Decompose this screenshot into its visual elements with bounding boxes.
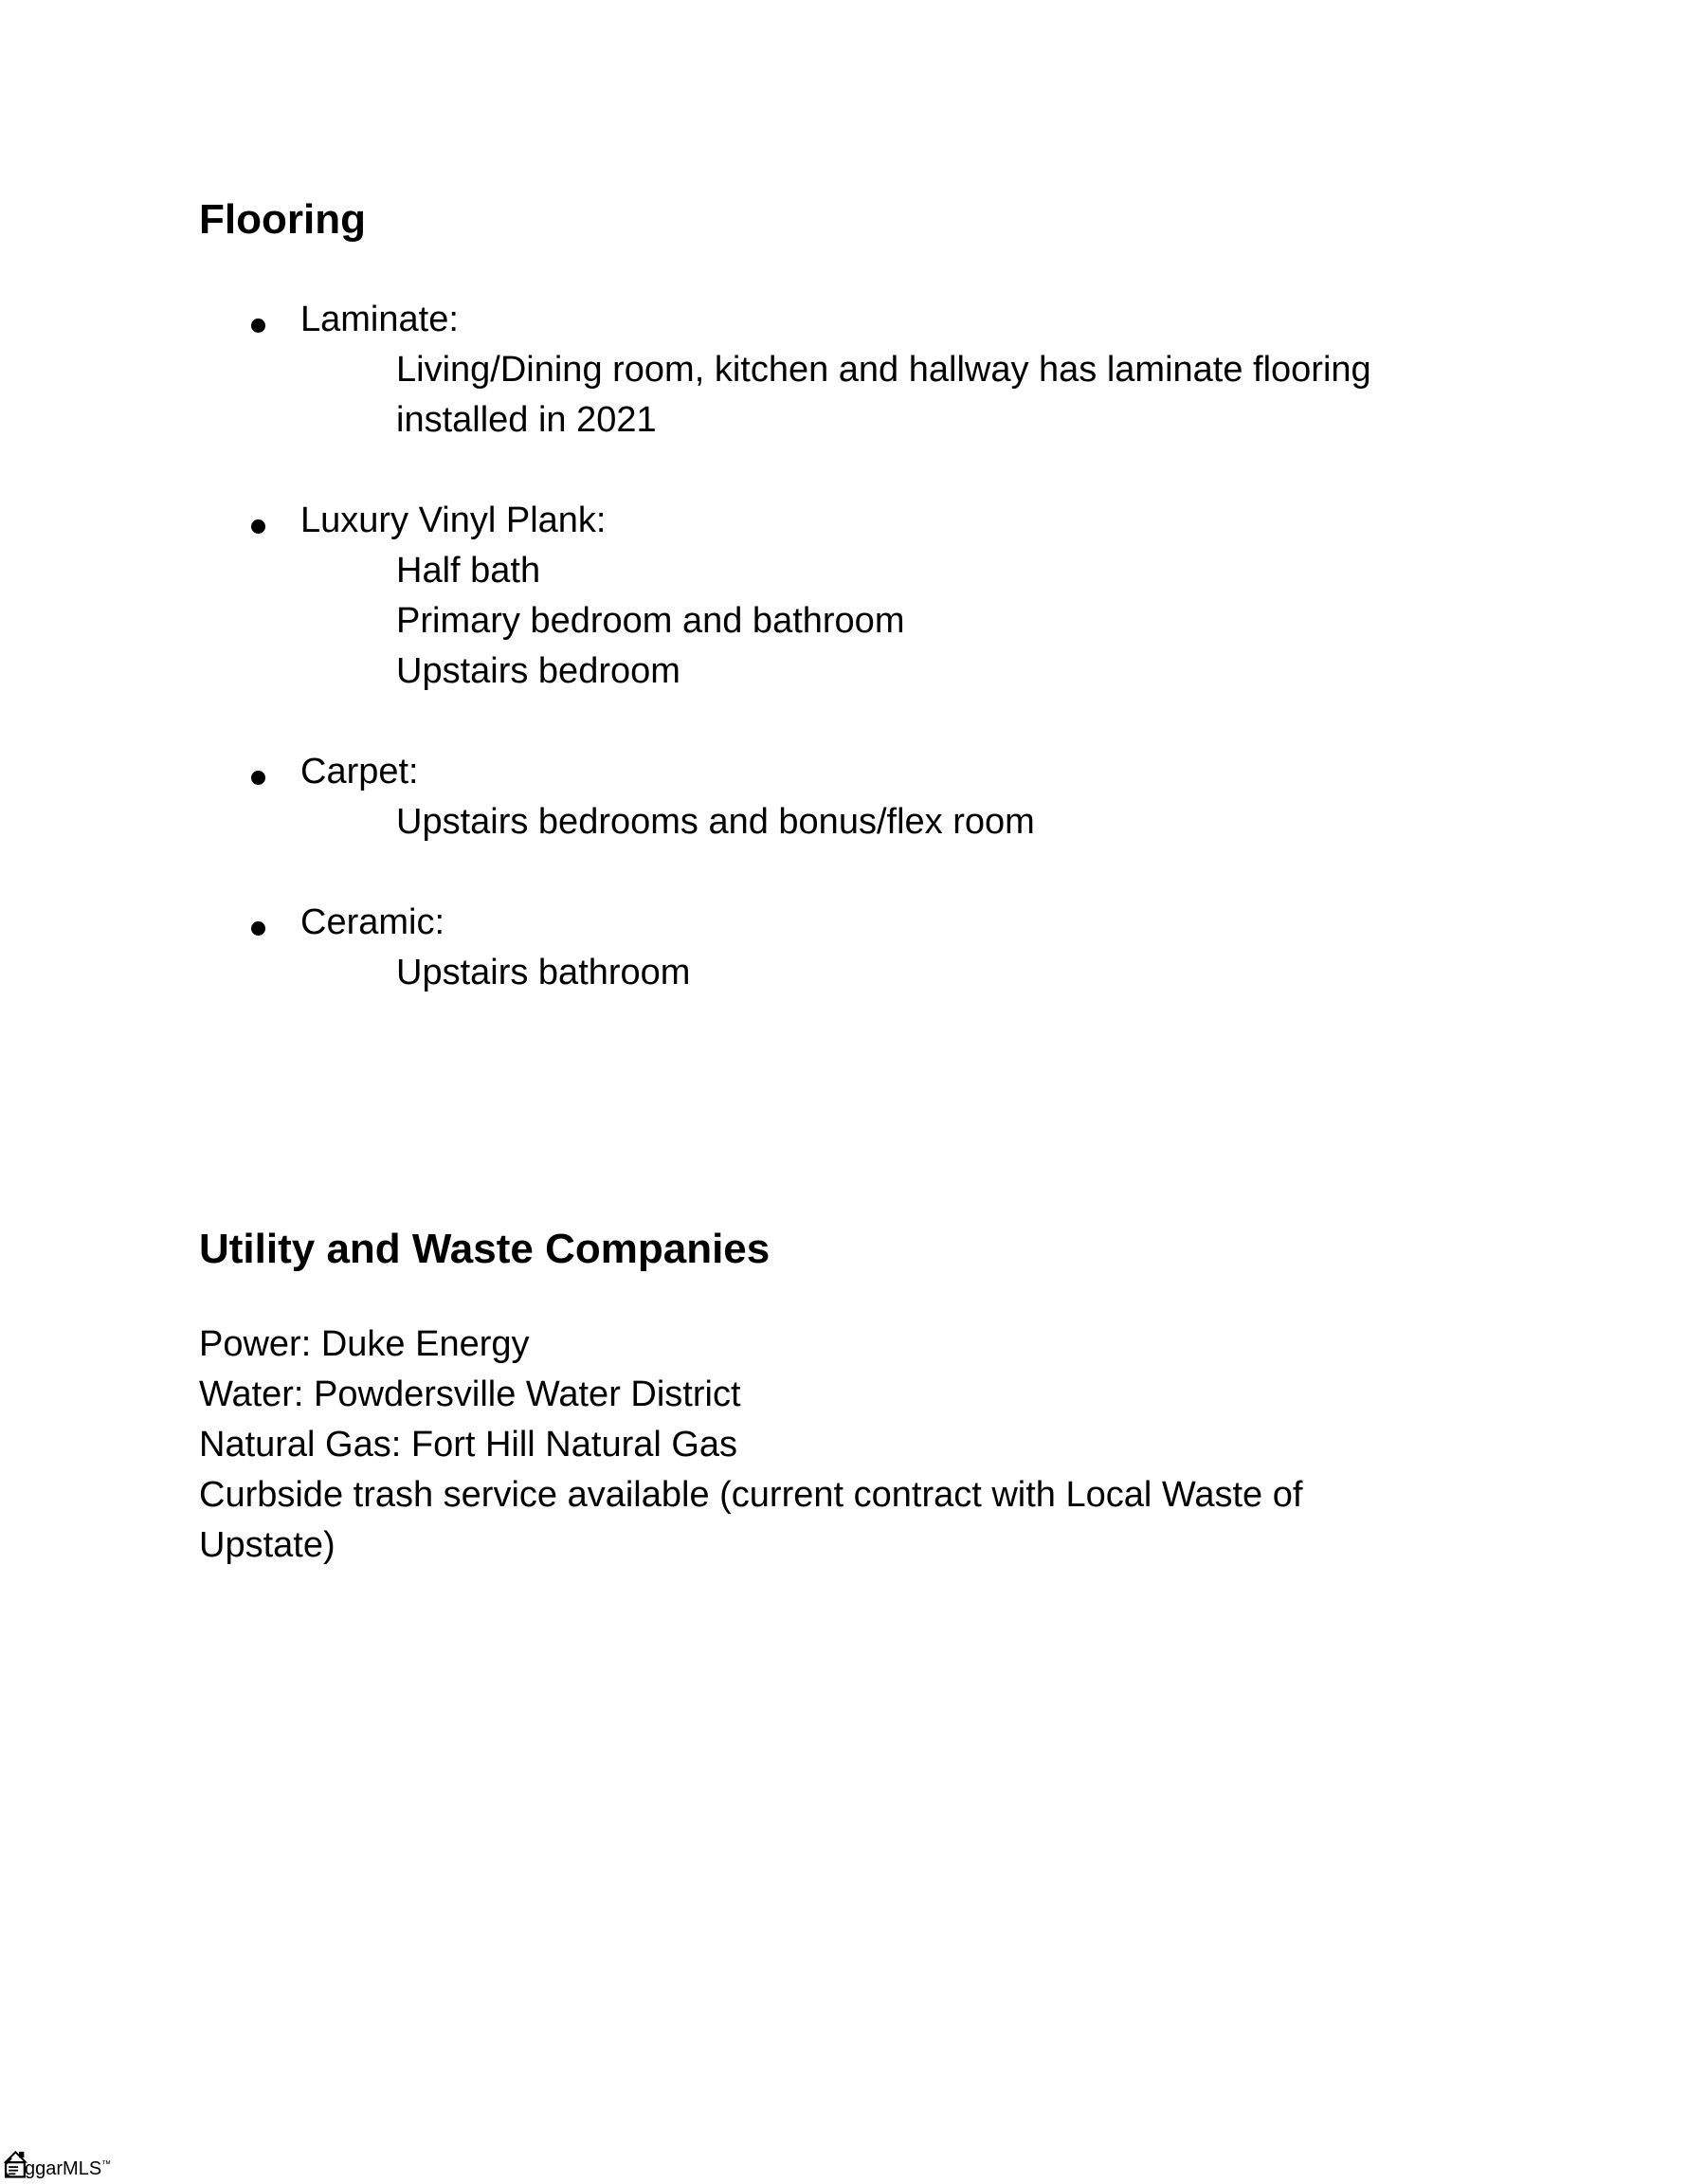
utility-heading: Utility and Waste Companies (199, 1226, 771, 1272)
bullet-icon (251, 519, 265, 534)
list-item-label: Ceramic: (300, 902, 445, 942)
utility-line-natural-gas: Natural Gas: Fort Hill Natural Gas (199, 1425, 738, 1465)
bullet-icon (251, 771, 265, 785)
list-item-detail: Upstairs bathroom (396, 953, 691, 992)
section-gap (199, 998, 1545, 1224)
list-item-detail: Upstairs bedrooms and bonus/flex room (396, 802, 1035, 842)
blank-line (199, 245, 1545, 295)
flooring-heading: Flooring (199, 196, 366, 243)
list-item-detail: Half bath (396, 551, 541, 591)
utility-line-trash-2: Upstate) (199, 1525, 336, 1565)
list-item-detail: installed in 2021 (396, 400, 657, 440)
list-item-label: Luxury Vinyl Plank: (300, 500, 607, 540)
list-item-label: Laminate: (300, 300, 459, 339)
bullet-icon (251, 921, 265, 936)
list-item-carpet (199, 747, 1545, 797)
list-item-label: Carpet: (300, 752, 419, 792)
list-item-luxury-vinyl-plank (199, 496, 1545, 546)
list-item-detail: Living/Dining room, kitchen and hallway has laminate flooring (396, 350, 1371, 390)
mls-logo-text: ggarMLS™ (25, 2158, 112, 2179)
document-content (199, 194, 1545, 1571)
trademark-symbol: ™ (101, 2159, 112, 2170)
list-item-detail: Upstairs bedroom (396, 651, 680, 691)
bullet-icon (251, 318, 265, 333)
utility-line-trash-1: Curbside trash service available (current contract with Local Waste of (199, 1475, 1303, 1515)
utility-line-water: Water: Powdersville Water District (199, 1374, 741, 1414)
list-item-detail: Primary bedroom and bathroom (396, 601, 905, 641)
blank-line (199, 446, 1545, 496)
blank-line (199, 697, 1545, 747)
mls-logo (2, 2148, 111, 2179)
house-icon (2, 2148, 27, 2179)
blank-line (199, 1274, 1545, 1320)
list-item-ceramic (199, 898, 1545, 948)
utility-line-power: Power: Duke Energy (199, 1324, 530, 1364)
blank-line (199, 847, 1545, 898)
list-item-laminate (199, 295, 1545, 345)
